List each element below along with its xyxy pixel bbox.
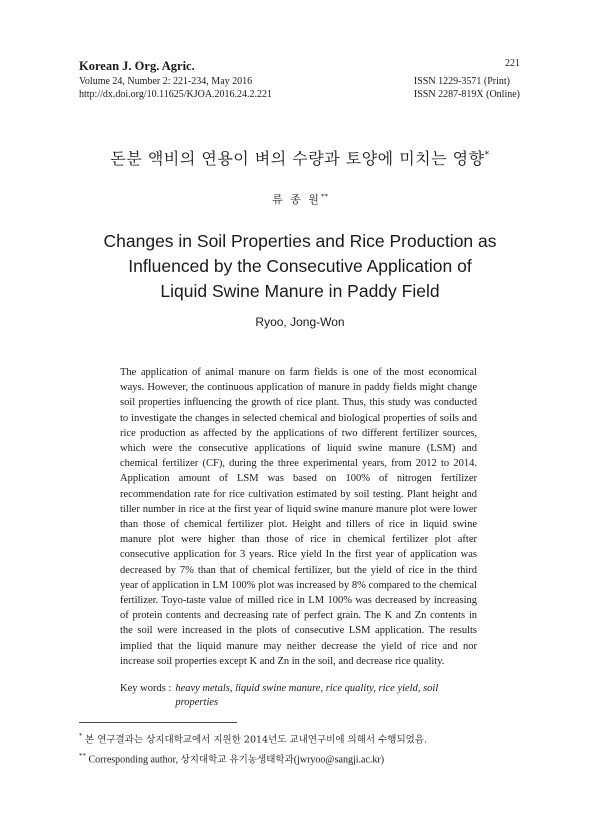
page-number: 221: [505, 58, 520, 69]
english-title: [0, 229, 600, 304]
keywords-label: Key words :: [120, 683, 172, 694]
footnote-corresponding: [79, 748, 427, 768]
footnote-funding-text: 본 연구결과는 상지대학교에서 지원한 2014년도 교내연구비에 의해서 수행되었음.: [85, 734, 427, 746]
corresponding-label: Corresponding author,: [88, 754, 179, 766]
volume-info: [79, 75, 272, 101]
doi-link[interactable]: http://dx.doi.org/10.11625/KJOA.2016.24.2.221: [79, 89, 273, 100]
korean-title-footnote-mark: *: [484, 150, 490, 161]
english-title-line-1: Changes in Soil Properties and Rice Production as: [103, 231, 497, 251]
korean-author-footnote-mark: **: [320, 192, 328, 201]
keywords-list: heavy metals, liquid swine manure, rice quality, rice yield, soil properties: [175, 683, 439, 708]
footnote-divider: [79, 722, 237, 723]
journal-name: Korean J. Org. Agric.: [79, 59, 195, 73]
corresponding-affiliation: 상지대학교 유기농생태학과: [180, 754, 294, 766]
footnote-mark: *: [79, 732, 83, 740]
korean-title-text: 돈분 액비의 연용이 벼의 수량과 토양에 미치는 영향: [110, 149, 485, 168]
footnote-mark: **: [79, 752, 86, 761]
english-title-line-2: Influenced by the Consecutive Application of: [128, 256, 472, 276]
keywords: [120, 682, 445, 710]
corresponding-email[interactable]: (jwryoo@sangji.ac.kr): [293, 754, 385, 766]
english-title-line-3: Liquid Swine Manure in Paddy Field: [160, 281, 440, 301]
issn-info: [414, 75, 520, 101]
korean-title: [0, 146, 600, 169]
issn-print: ISSN 1229-3571 (Print): [413, 76, 511, 87]
footnotes: [79, 728, 427, 769]
volume-line: Volume 24, Number 2: 221-234, May 2016: [79, 76, 253, 87]
footnote-funding: [79, 728, 427, 748]
english-author: Ryoo, Jong-Won: [255, 315, 345, 329]
korean-author-text: 류 종 원: [272, 193, 321, 206]
issn-online: ISSN 2287-819X (Online): [413, 89, 520, 100]
korean-author: [0, 191, 600, 207]
abstract: The application of animal manure on farm fields is one of the most economical ways. However, the continuous application of manure in paddy fields might change soil properties influencing the growth of rice plant. Thus, this study was conducted to investigate the changes in selected chemical and biological properties of soils and rice production as affected by the applications of two different fertilizer sources, which were the consecutive applications of liquid swine manure (LSM) and chemical fertilizer (CF), during the three experimental years, from 2012 to 2014. Application amount of LSM was based on 100% of nitrogen fertilizer recommendation rate for rice cultivation estimated by soil testing. Plant height and tiller number in rice at the first year of liquid swine manure manure plot were lower than those of chemical fertilizer plot. Height and tillers of rice in liquid swine manure plot were higher than those of rice in chemical fertilizer plot after consecutive application for 3 years. Rice yield In the first year of application was decreased by 7% than that of chemical fertilizer, but the yield of rice in the third year of application in LM 100% plot was increased by 8% compared to the chemical fertilizer. Toyo-taste value of milled rice in LM 100% was decreased by increasing of protein contents and decreasing rate of perfect grain. The K and Zn contents in the soil were increased in the plots of consecutive LSM application. The results implied that the liquid manure may neither decrease the yield of rice and nor increase soil properties except K and Zn in the soil, and decrease rice quality.: [120, 367, 477, 667]
